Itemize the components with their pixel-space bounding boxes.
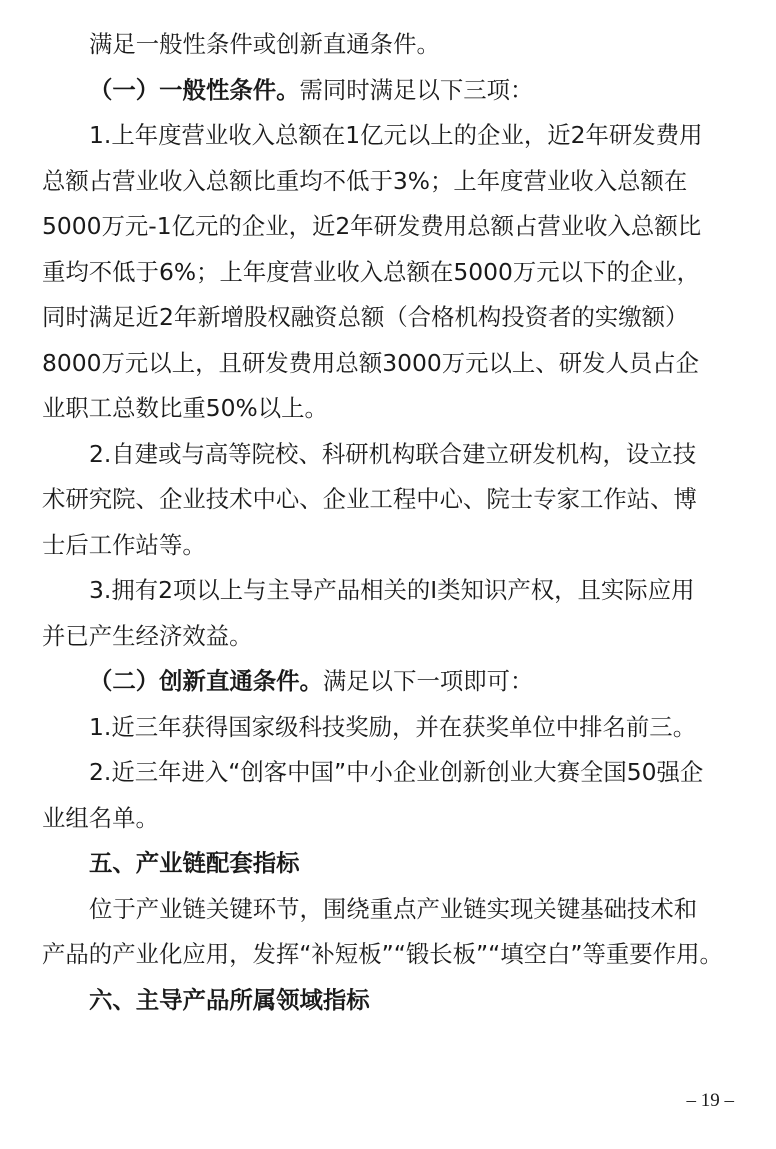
paragraph-intro: 满足一般性条件或创新直通条件。 <box>89 30 440 58</box>
item-3-line: 3.拥有2项以上与主导产品相关的I类知识产权，且实际应用 <box>89 576 695 604</box>
section-desc: 需同时满足以下三项： <box>299 75 534 104</box>
item-3-line: 并已产生经济效益。 <box>42 621 253 650</box>
heading-chain-indicator: 五、产业链配套指标 <box>89 849 300 877</box>
item-1-line: 同时满足近2年新增股权融资总额（合格机构投资者的实缴额） <box>42 303 689 331</box>
item-1-line: 5000万元-1亿元的企业，近2年研发费用总额占营业收入总额比 <box>42 212 702 240</box>
item-1-line: 重均不低于6%；上年度营业收入总额在5000万元以下的企业， <box>42 257 701 286</box>
item-1-line: 8000万元以上，且研发费用总额3000万元以上、研发人员占企 <box>42 348 700 377</box>
item-2-line: 士后工作站等。 <box>42 530 206 559</box>
document-page <box>42 22 736 1023</box>
section-title: （二）创新直通条件。 <box>89 667 323 695</box>
innovation-item-2-line: 业组名单。 <box>42 803 159 832</box>
item-2-line: 术研究院、企业技术中心、企业工程中心、院士专家工作站、博 <box>42 485 697 513</box>
section-innovation-conditions <box>42 659 736 705</box>
section-desc: 满足以下一项即可： <box>322 667 534 695</box>
chain-paragraph-line: 位于产业链关键环节，围绕重点产业链实现关键基础技术和 <box>89 894 698 923</box>
item-1-line: 业职工总数比重50%以上。 <box>42 394 328 422</box>
innovation-item-2-line: 2.近三年进入“创客中国”中小企业创新创业大赛全国50强企 <box>89 758 704 786</box>
item-2-line: 2.自建或与高等院校、科研机构联合建立研发机构，设立技 <box>89 439 697 468</box>
section-general-conditions <box>42 68 736 114</box>
item-1-line: 总额占营业收入总额比重均不低于3%；上年度营业收入总额在 <box>42 166 688 195</box>
page-number: – 19 – <box>686 1090 734 1111</box>
section-title: （一）一般性条件。 <box>89 75 300 104</box>
heading-product-field-indicator: 六、主导产品所属领域指标 <box>89 985 370 1014</box>
innovation-item-1: 1.近三年获得国家级科技奖励，并在获奖单位中排名前三。 <box>89 712 697 741</box>
chain-paragraph-line: 产品的产业化应用，发挥“补短板”“锻长板”“填空白”等重要作用。 <box>42 940 723 968</box>
item-1-line: 1.上年度营业收入总额在1亿元以上的企业，近2年研发费用 <box>89 121 703 149</box>
